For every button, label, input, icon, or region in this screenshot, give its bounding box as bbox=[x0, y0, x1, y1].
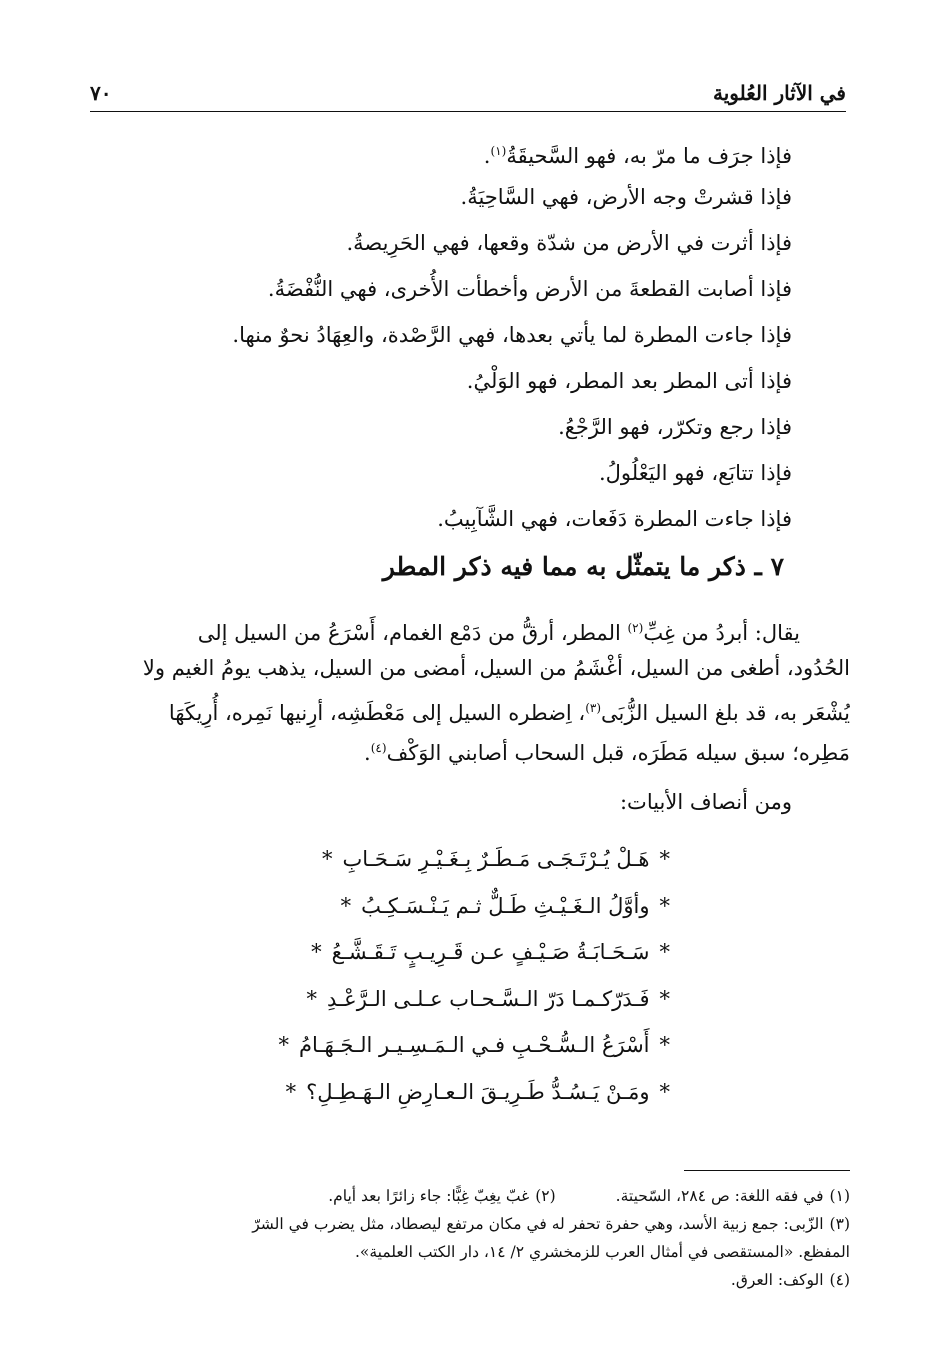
definition-line bbox=[152, 450, 792, 496]
line-text: فإذا تتابَع، فهو اليَعْلُولُ. bbox=[598, 461, 792, 485]
verse-text: سَـحَـابَـةُ صَـيْـفٍ عـن قَـرِيـبٍ تَـقَـشَّـعُ bbox=[331, 940, 650, 964]
verse-line bbox=[270, 883, 670, 930]
footnote-row bbox=[90, 1266, 850, 1294]
footnote-ref: (٤) bbox=[370, 741, 387, 755]
line-text: فإذا أتى المطر بعد المطر، فهو الوَلْيُ. bbox=[466, 369, 792, 393]
footnotes bbox=[90, 1182, 850, 1294]
verses-intro: ومن أنصاف الأبيات: bbox=[619, 790, 792, 814]
verse-marker-icon: * bbox=[340, 893, 352, 918]
footnote-number: (٤) bbox=[829, 1271, 850, 1289]
definition-line bbox=[152, 312, 792, 358]
text-run: المطر، أرقُّ من دَمْع الغمام، أَسْرَعُ من السيل إلى bbox=[197, 621, 628, 645]
footnote-row bbox=[90, 1238, 850, 1266]
footnote-ref: (٢) bbox=[627, 621, 644, 635]
verse-text: ومَـنْ يَـسُـدُّ طَـرِيـقَ الـعـارِضِ الـهَـطِـلِ؟ bbox=[306, 1079, 650, 1104]
verse-marker-icon: * bbox=[659, 1033, 670, 1057]
verse-text: وأوَّلُ الـغَـيْـثِ طَـلٌّ ثـم يَـنْـسَـكِـبُ bbox=[361, 893, 650, 918]
paragraph-line bbox=[94, 728, 850, 768]
text-run: يقال: أبردُ من غِبِّ bbox=[643, 621, 800, 645]
verse-marker-icon: * bbox=[311, 940, 322, 964]
text-run: ، اِضطره السيل إلى مَعْطَشِه، أرِنيها نَمِره، أُرِيكَهَا bbox=[168, 701, 586, 725]
page-number: ٧٠ bbox=[90, 81, 112, 105]
verse-line bbox=[270, 976, 670, 1023]
verse-list bbox=[270, 836, 670, 1115]
footnote-text: في فقه اللغة: ص ٢٨٤، السّحيتة. bbox=[615, 1187, 824, 1205]
running-title: في الآثار العُلوية bbox=[713, 81, 846, 105]
verse-line bbox=[270, 1069, 670, 1116]
verse-marker-icon: * bbox=[285, 1079, 297, 1104]
footnote-divider bbox=[684, 1170, 850, 1171]
definition-line bbox=[152, 128, 792, 174]
footnote-text: الوكف: العرق. bbox=[730, 1271, 824, 1289]
line-text: فإذا جاءت المطرة لما يأتي بعدها، فهي الرَّصْدة، والعِهَادُ نحوٌ منها. bbox=[232, 323, 792, 347]
verse-marker-icon: * bbox=[659, 893, 670, 918]
paragraph-line bbox=[94, 688, 850, 728]
footnote-number: (١) bbox=[829, 1187, 850, 1205]
verse-marker-icon: * bbox=[322, 847, 333, 871]
text-run: يُشْعَر به، قد بلغ السيل الزُّبَى bbox=[601, 701, 850, 725]
definition-line bbox=[152, 266, 792, 312]
definition-line bbox=[152, 174, 792, 220]
text-run: . bbox=[364, 741, 371, 765]
verse-text: أَسْرَعُ الـسُّـحْـبِ فـي الـمَـسِـيـر الـجَـهَـامُ bbox=[298, 1033, 650, 1057]
line-text: فإذا جرَف ما مرّ به، فهو السَّحيقَةُ bbox=[506, 144, 792, 168]
footnote-number: (٢) bbox=[535, 1187, 556, 1205]
verse-marker-icon: * bbox=[278, 1033, 289, 1057]
verse-marker-icon: * bbox=[659, 847, 670, 871]
footnote-row bbox=[90, 1210, 850, 1238]
verse-marker-icon: * bbox=[306, 986, 317, 1011]
text-run: مَطِره؛ سبق سيله مَطَرَه، قبل السحاب أصابني الوَكْف bbox=[386, 741, 850, 765]
verse-marker-icon: * bbox=[659, 1079, 670, 1104]
verse-text: هَـلْ يُـرْتَـجَـى مَـطَـرٌ بِـغَـيْـرِ سَـحَـابِ bbox=[342, 847, 650, 871]
footnote-number: (٣) bbox=[829, 1215, 850, 1233]
definition-line bbox=[152, 404, 792, 450]
footnote-text: غبّ يغِبّ غِبًّا: جاء زائرًا بعد أيام. bbox=[328, 1187, 530, 1205]
definition-line bbox=[152, 496, 792, 542]
page-header bbox=[90, 78, 846, 112]
line-text: فإذا أثرت في الأرض من شدّة وقعها، فهي الحَرِيصةُ. bbox=[346, 231, 792, 255]
definition-line bbox=[152, 220, 792, 266]
paragraph-line bbox=[94, 608, 850, 648]
section-heading: ٧ ـ ذكر ما يتمثّل به مما فيه ذكر المطر bbox=[382, 552, 784, 581]
line-tail: . bbox=[483, 144, 491, 168]
verse-line bbox=[270, 1022, 670, 1069]
footnote-row bbox=[90, 1182, 850, 1210]
line-text: فإذا رجع وتكرّر، فهو الرَّجْعُ. bbox=[558, 415, 792, 439]
verse-line bbox=[270, 836, 670, 883]
line-text: فإذا قشرتْ وجه الأرض، فهي السَّاحِيَةُ. bbox=[460, 185, 792, 209]
line-text: فإذا أصابت القطعةَ من الأرض وأخطأت الأُخرى، فهي النُّفْضَةُ. bbox=[267, 277, 792, 301]
footnote-ref: (٣) bbox=[585, 701, 602, 715]
verse-text: فَـدَرّكـمـا دَرّ الـسَّـحـاب عـلـى الـرَّعْـدِ bbox=[326, 986, 650, 1011]
verse-line bbox=[270, 929, 670, 976]
definition-line bbox=[152, 358, 792, 404]
proverbs-paragraph bbox=[94, 608, 850, 768]
footnote-text: المفظع. «المستقصى في أمثال العرب للزمخشري ٢/ ١٤، دار الكتب العلمية». bbox=[354, 1243, 850, 1261]
verse-marker-icon: * bbox=[659, 986, 670, 1011]
definition-lines bbox=[152, 128, 792, 542]
footnote-text: الزّبى: جمع زبية الأسد، وهي حفرة تحفر له في مكان مرتفع ليصطاد، مثل يضرب في الشرّ bbox=[252, 1215, 824, 1233]
text-run: الحُدُود، أطغى من السيل، أغْشَمُ من السيل، أمضى من السيل، يذهب يومُ الغيم ولا bbox=[142, 656, 850, 680]
line-text: فإذا جاءت المطرة دَفَعات، فهي الشَّآبِيبُ. bbox=[437, 507, 792, 531]
paragraph-line bbox=[94, 648, 850, 688]
verse-marker-icon: * bbox=[659, 940, 670, 964]
footnote-ref: (١) bbox=[490, 144, 507, 158]
